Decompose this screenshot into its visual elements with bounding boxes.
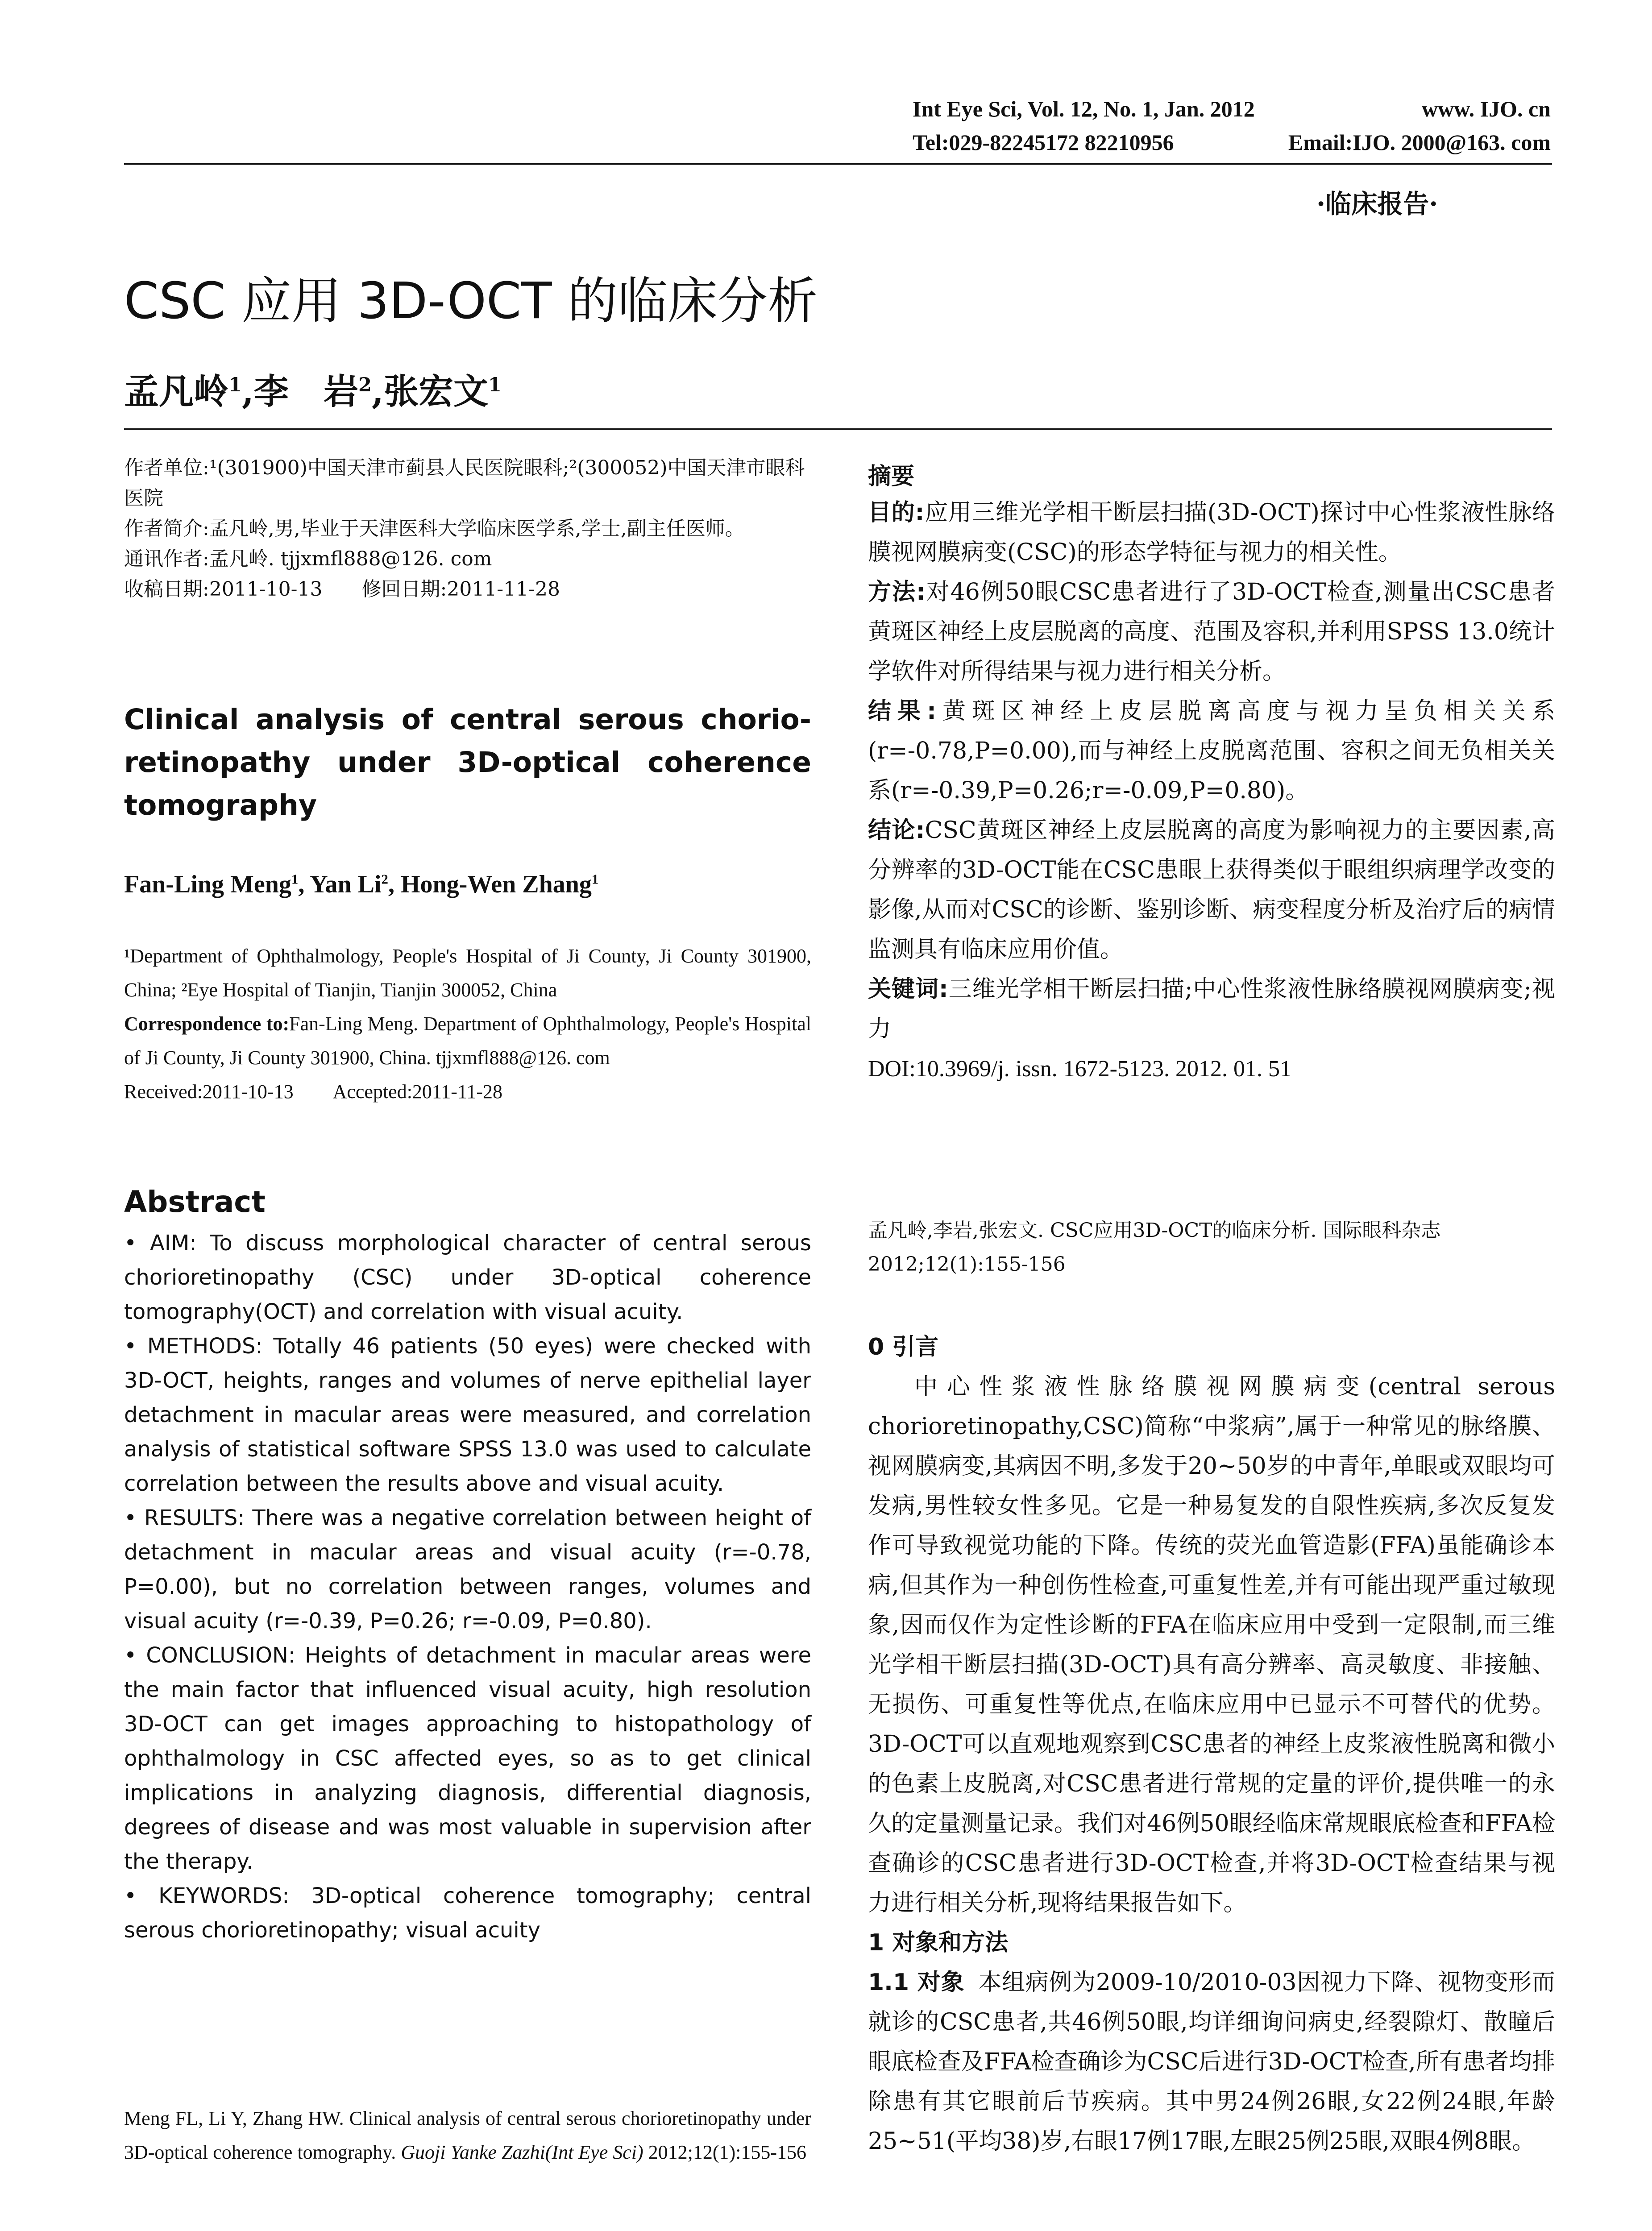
- conclusion-label-cn: 结论:: [868, 817, 925, 844]
- abstract-methods-en: • METHODS: Totally 46 patients (50 eyes) were checked with 3D-OCT, heights, ranges and volumes of nerve epithelial layer detachment in macular areas were measured, and correlation analysis of statistical software SPSS 13.0 was used to calculate correlation between the results above and visual acuity.: [124, 1334, 811, 1496]
- subjects-heading: 1.1 对象: [868, 1969, 965, 1996]
- author-cn-name: 孟凡岭: [124, 371, 229, 412]
- author-en-sup: 1: [291, 871, 299, 887]
- abstract-heading-cn: 摘要: [868, 463, 915, 490]
- methods-label-cn: 方法:: [868, 579, 926, 605]
- citation-en-tail: 2012;12(1):155-156: [648, 2141, 807, 2163]
- abstract-conclusion-en: • CONCLUSION: Heights of detachment in macular areas were the main factor that influenced visual acuity, high resolution 3D-OCT can get images approaching to histopathology of ophthalmology in CSC affected eyes, so as to get clinical implications in analyzing diagnosis, differential diagnosis, degrees of disease and was most valuable in supervision after the therapy.: [124, 1643, 811, 1874]
- author-cn-sup: 1: [228, 374, 242, 396]
- author-en-name: Hong-Wen Zhang: [400, 871, 592, 898]
- abstract-cn: [868, 493, 1555, 1089]
- corresponding-author-cn: 通讯作者:孟凡岭. tjjxmfl888@126. com: [124, 547, 492, 570]
- abstract-aim-cn: [868, 493, 1555, 572]
- article-title-cn: CSC 应用 3D-OCT 的临床分析: [124, 272, 818, 330]
- journal-email: Email:IJO. 2000@163. com: [1288, 130, 1551, 155]
- abstract-keywords-en: • KEYWORDS: 3D-optical coherence tomography; central serous chorioretinopathy; visual acuity: [124, 1883, 811, 1943]
- received-en: Received:2011-10-13 Accepted:2011-11-28: [124, 1081, 502, 1103]
- journal-info: Int Eye Sci, Vol. 12, No. 1, Jan. 2012: [913, 96, 1255, 121]
- journal-website: www. IJO. cn: [1422, 96, 1551, 121]
- authors-en: Fan-Ling Meng$^1$, Yan Li$^2$, Hong-Wen Zhang$^1$: [124, 871, 599, 898]
- citation-cn-text: 孟凡岭,李岩,张宏文. CSC应用3D-OCT的临床分析. 国际眼科杂志 2012;12(1):155-156: [868, 1219, 1441, 1276]
- aim-label-cn: 目的:: [868, 499, 925, 526]
- affiliation-block-en: [124, 939, 811, 1109]
- citation-cn: [868, 1214, 1555, 1281]
- author-cn-name: 张宏文: [384, 371, 489, 412]
- abstract-keywords-cn: [868, 970, 1555, 1049]
- abstract-conclusion-cn: [868, 811, 1555, 970]
- conclusion-text-cn: CSC黄斑区神经上皮层脱离的高度为影响视力的主要因素,高分辨率的3D-OCT能在CSC患眼上获得类似于眼组织病理学改变的影像,从而对CSC的诊断、鉴别诊断、病变程度分析及治疗后的病情监测具有临床应用价值。: [868, 817, 1556, 963]
- running-header-journal: [913, 96, 1551, 122]
- author-cn-sup: 1: [488, 374, 502, 396]
- journal-tel: Tel:029-82245172 82210956: [913, 130, 1174, 155]
- intro-heading: 0 引言: [868, 1334, 939, 1360]
- citation-en: [124, 2102, 811, 2169]
- section-tag: ·临床报告·: [1316, 189, 1438, 219]
- abstract-heading-en: Abstract: [124, 1185, 266, 1219]
- author-en-sup: 2: [381, 871, 388, 887]
- abstract-results-en: • RESULTS: There was a negative correlation between height of detachment in macular areas and visual acuity (r=-0.78, P=0.00), but no correlation between ranges, volumes and visual acuity (r=-0.39, P=0.26; r=-0.09, P=0.80).: [124, 1505, 811, 1634]
- aim-text-cn: 应用三维光学相干断层扫描(3D-OCT)探讨中心性浆液性脉络膜视网膜病变(CSC)的形态学特征与视力的相关性。: [868, 499, 1555, 566]
- keywords-label-cn: 关键词:: [868, 976, 948, 1003]
- correspondence-text: Fan-Ling Meng. Department of Ophthalmology, People's Hospital of Ji County, Ji County 301900, China. tjjxmfl888@126. com: [124, 1013, 812, 1069]
- abstract-en: [124, 1226, 811, 1948]
- author-cn-sup: 2: [358, 374, 372, 396]
- correspondence-label: Correspondence to:: [124, 1013, 290, 1035]
- author-info-cn: [124, 453, 811, 605]
- abstract-aim-en: • AIM: To discuss morphological character of central serous chorioretinopathy (CSC) under 3D-optical coherence tomography(OCT) and correlation with visual acuity.: [124, 1231, 811, 1324]
- keywords-text-cn: 三维光学相干断层扫描;中心性浆液性脉络膜视网膜病变;视力: [868, 976, 1556, 1042]
- authors-cn: 孟凡岭$^1$,李 岩$^2$,张宏文$^1$: [124, 371, 502, 412]
- methods-section-heading: 1 对象和方法: [868, 1929, 1009, 1956]
- results-text-cn: 黄斑区神经上皮层脱离高度与视力呈负相关关系(r=-0.78,P=0.00),而与神经上皮脱离范围、容积之间无负相关关系(r=-0.39,P=0.26;r=-0.09,P=0.80)。: [868, 698, 1555, 804]
- results-label-cn: 结果:: [868, 698, 936, 725]
- author-affiliation-cn: 作者单位:¹(301900)中国天津市蓟县人民医院眼科;²(300052)中国天津市眼科医院: [124, 456, 805, 510]
- citation-en-journal: Guoji Yanke Zazhi(Int Eye Sci): [401, 2141, 643, 2163]
- correspondence-en: [124, 1007, 811, 1075]
- author-en-name: Yan Li: [310, 871, 382, 898]
- dates-cn: 收稿日期:2011-10-13 修回日期:2011-11-28: [124, 578, 560, 601]
- running-header-contact: [913, 129, 1551, 155]
- author-en-name: Fan-Ling Meng: [124, 871, 291, 898]
- citation-en-main: Meng FL, Li Y, Zhang HW. Clinical analysis of central serous chorioretinopathy under 3D-optical coherence tomography.: [124, 2107, 811, 2163]
- author-bio-cn: 作者简介:孟凡岭,男,毕业于天津医科大学临床医学系,学士,副主任医师。: [124, 517, 745, 540]
- author-en-sup: 1: [591, 871, 599, 887]
- abstract-results-cn: [868, 692, 1555, 811]
- abstract-methods-cn: [868, 572, 1555, 692]
- methods-text-cn: 对46例50眼CSC患者进行了3D-OCT检查,测量出CSC患者黄斑区神经上皮层脱离的高度、范围及容积,并利用SPSS 13.0统计学软件对所得结果与视力进行相关分析。: [868, 579, 1555, 685]
- author-cn-name: 李 岩: [254, 371, 359, 412]
- article-body: [868, 1327, 1555, 2161]
- subjects-paragraph: [868, 1963, 1555, 2161]
- title-rule: [124, 428, 1552, 430]
- intro-paragraph: 中心性浆液性脉络膜视网膜病变(central serous chorioretinopathy,CSC)简称“中浆病”,属于一种常见的脉络膜、视网膜病变,其病因不明,多发于20~50岁的中青年,单眼或双眼均可发病,男性较女性多见。它是一种易复发的自限性疾病,多次反复发作可导致视觉功能的下降。传统的荧光血管造影(FFA)虽能确诊本病,但其作为一种创伤性检查,可重复性差,并有可能出现严重过敏现象,因而仅作为定性诊断的FFA在临床应用中受到一定限制,而三维光学相干断层扫描(3D-OCT)具有高分辨率、高灵敏度、非接触、无损伤、可重复性等优点,在临床应用中已显示不可替代的优势。3D-OCT可以直观地观察到CSC患者的神经上皮浆液性脱离和微小的色素上皮脱离,对CSC患者进行常规的定量的评价,提供唯一的永久的定量测量记录。我们对46例50眼经临床常规眼底检查和FFA检查确诊的CSC患者进行3D-OCT检查,并将3D-OCT检查结果与视力进行相关分析,现将结果报告如下。: [868, 1373, 1555, 1916]
- subjects-text: 本组病例为2009-10/2010-03因视力下降、视物变形而就诊的CSC患者,共46例50眼,均详细询问病史,经裂隙灯、散瞳后眼底检查及FFA检查确诊为CSC后进行3D-OCT检查,所有患者均排除患有其它眼前后节疾病。其中男24例26眼,女22例24眼,年龄25~51(平均38)岁,右眼17例17眼,左眼25例25眼,双眼4例8眼。: [868, 1969, 1555, 2155]
- doi: DOI:10.3969/j. issn. 1672-5123. 2012. 01. 51: [868, 1056, 1291, 1082]
- article-title-en: Clinical analysis of central serous chorio-retinopathy under 3D-optical coherence tomography: [124, 703, 811, 821]
- affiliation-en: ¹Department of Ophthalmology, People's Hospital of Ji County, Ji County 301900, China; ²Eye Hospital of Tianjin, Tianjin 300052, China: [124, 945, 811, 1001]
- header-rule: [124, 163, 1552, 165]
